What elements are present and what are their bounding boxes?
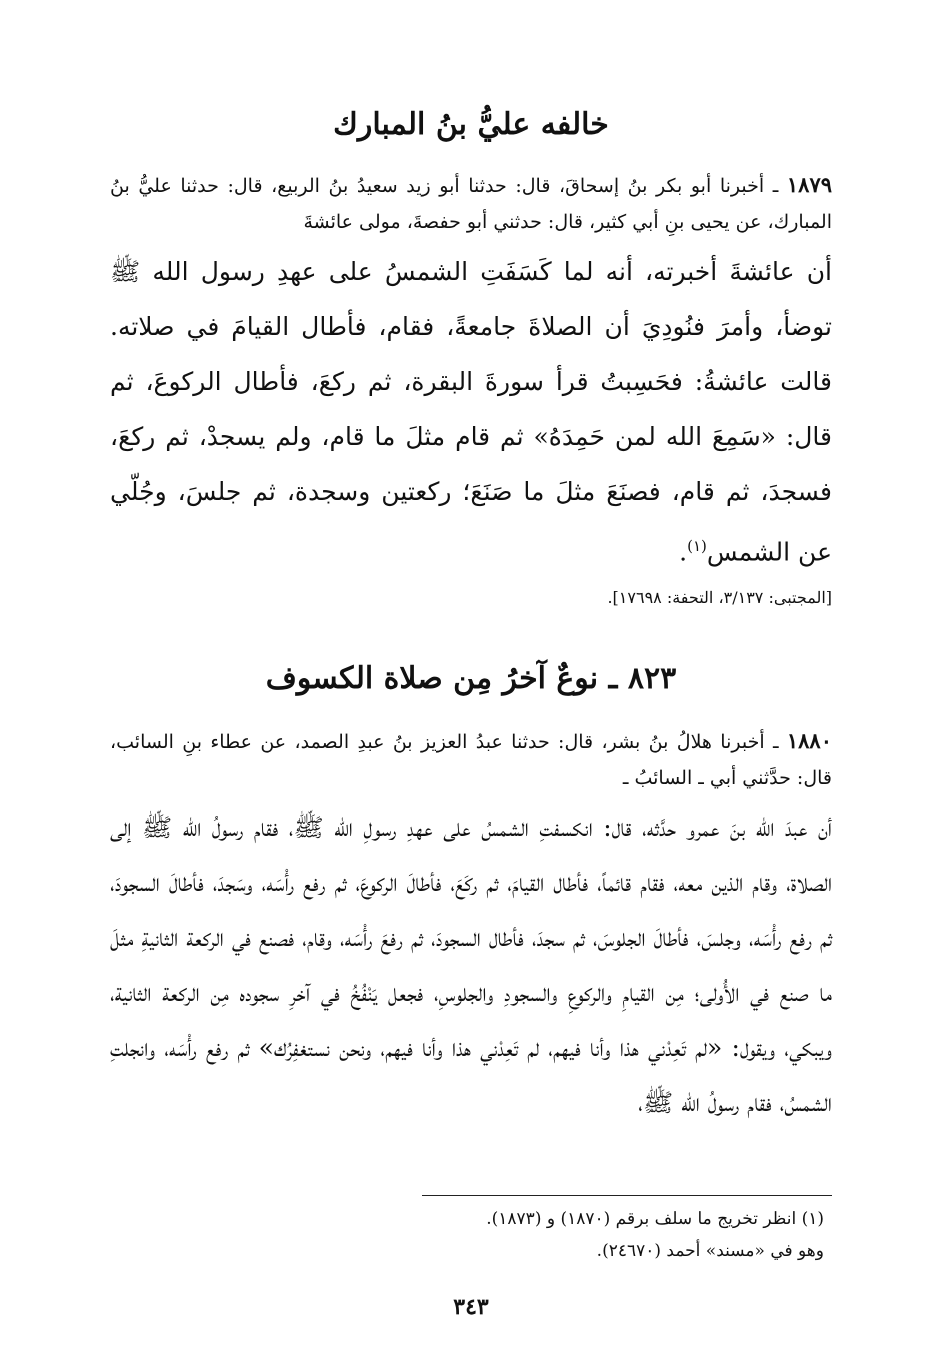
hadith-1879-isnad: ـ أخبرنا أبو بكر بنُ إسحاقَ، قال: حدثنا أبو زيد سعيدُ بنُ الربيع، قال: حدثنا عليُّ بنُ المبارك، عن يحيى بنِ أبي كثير، قال: حدثني أبو حفصةَ، مولى عائشةَ: [110, 175, 832, 233]
page: [110, 95, 832, 1322]
hadith-1880-text: أن عبدَ الله بنَ عمرو حدَّثه، قال: انكسفتِ الشمسُ على عهدِ رسولِ الله ﷺ، فقام رسولُ الله ﷺ إلى الصلاة، وقام الذين معه، فقام قائماً، فأطال القيامَ، ثم ركَعَ، فأطالَ الركوعَ، ثم رفع رأْسَه، وسَجدَ، فأطالَ السجودَ، ثم رفع رأْسَه، وجلسَ، فأطالَ الجلوسَ، ثم سجدَ، فأطال السجودَ، ثم رفعَ رأْسَه، وقام، فصنع في الركعة الثانيةِ مثلَ ما صنع في الأُولى؛ مِن القيامِ والركوعِ والسجودِ والجلوسِ، فجعل يَنْفُخُ في آخرِ سجوده مِن الركعة الثانية، ويبكي، ويقول: «لم تَعِدْني هذا وأنا فيهم، لم تَعِدْني هذا وأنا فيهم، ونحن نستغفِرُك» ثم رفع رأْسَه، وانجلتِ الشمسُ، فقام رسولُ الله ﷺ،: [110, 813, 832, 1118]
hadith-1879-text: أن عائشةَ أخبرته، أنه لما كَسَفَتِ الشمسُ على عهدِ رسول الله ﷺ توضأ، وأمرَ فنُودِيَ أن الصلاةَ جامعةً، فقام، فأطال القيامَ في صلاته. قالت عائشةُ: فحَسِبتُ قرأ سورةَ البقرة، ثم ركعَ، فأطال الركوعَ، ثم قال: «سَمِعَ الله لمن حَمِدَهُ» ثم قام مثلَ ما قام، ولم يسجدْ، ثم ركعَ، فسجدَ، ثم قام، فصنَعَ مثلَ ما صَنَعَ؛ ركعتين وسجدة، ثم جلسَ، وجُلّي عن الشمس$^{(١)}$.: [110, 257, 832, 567]
footnote-1: (١) انظر تخريج ما سلف برقم (١٨٧٠) و (١٨٧٣).: [486, 1209, 824, 1229]
section-heading-1: خالفه عليُّ بنُ المبارك: [333, 107, 609, 142]
footnotes: [110, 1195, 832, 1267]
hadith-1879-number: ١٨٧٩: [786, 172, 833, 197]
hadith-1879-chain: [110, 167, 832, 240]
page-number: ٣٤٣: [453, 1294, 489, 1320]
section-heading-2: ٨٢٣ ـ نوعٌ آخرُ مِن صلاة الكسوف: [265, 661, 677, 697]
hadith-1880-chain: [110, 723, 832, 796]
hadith-1879-matn: أن عائشةَ أخبرته، أنه لما كَسَفَتِ الشمسُ على عهدِ رسول الله ﷺ توضأ، وأمرَ فنُودِيَ أن الصلاةَ جامعةً، فقام، فأطال القيامَ في صلاته. قالت عائشةُ: فحَسِبتُ قرأ سورةَ البقرة، ثم ركعَ، فأطال الركوعَ، ثم قال: «سَمِعَ الله لمن حَمِدَهُ» ثم قام مثلَ ما قام، ولم يسجدْ، ثم ركعَ، فسجدَ، ثم قام، فصنَعَ مثلَ ما صَنَعَ؛ ركعتين وسجدة، ثم جلسَ، وجُلّي عن الشمس: [110, 257, 832, 567]
hadith-1879-reference: [المجتبى: ٣/١٣٧، التحفة: ١٧٦٩٨].: [607, 588, 832, 608]
hadith-1880-isnad: ـ أخبرنا هلالُ بنُ بشر، قال: حدثنا عبدُ العزيز بنُ عبدِ الصمد، عن عطاء بنِ السائب، قال: حدَّثني أبي ـ السائبُ ـ: [110, 731, 832, 790]
footnote-rule: [422, 1195, 832, 1196]
footnote-2: وهو في «مسند» أحمد (٢٤٦٧٠).: [596, 1241, 824, 1261]
hadith-1880-number: ١٨٨٠: [786, 728, 832, 754]
footnote-marker-1: (١): [687, 537, 707, 555]
